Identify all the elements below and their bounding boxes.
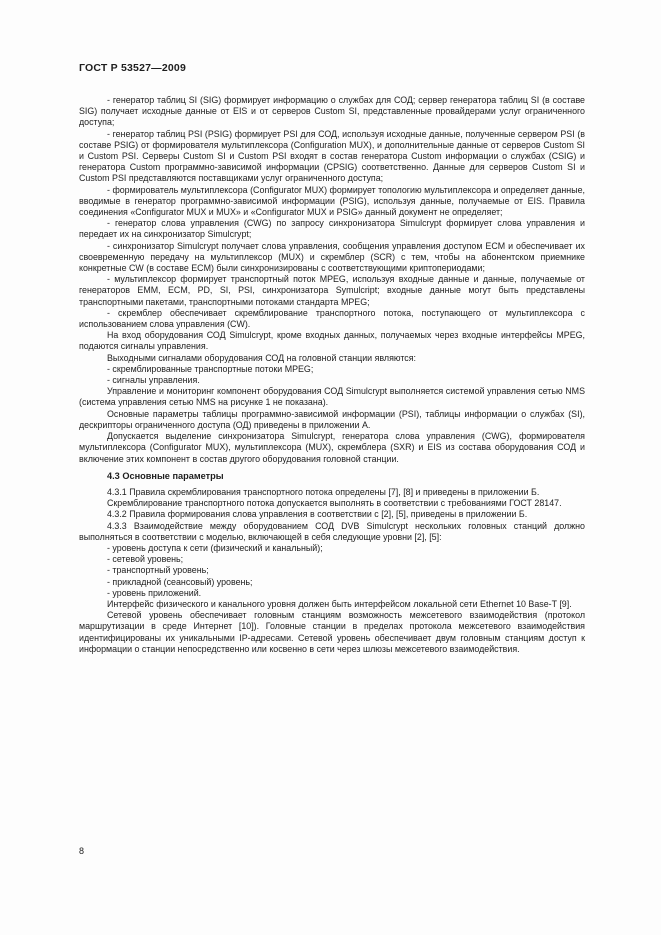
- paragraph: Выходными сигналами оборудования СОД на головной станции являются:: [107, 352, 417, 363]
- paragraph: - генератор таблиц PSI (PSIG) формирует PSI для СОД, используя исходные данные, полученные сервером PSI (в составе PSIG) от формирователя мультиплексора (Configuration MUX), и дополнительные данные от серверов Custom SI и Custom PSI. Серверы Custom SI и Custom PSI входят в состав генератора Custom информации о службах (CSIG) и генератора Custom программно-зависимой информации (CPSIG) соответственно. Данные для серверов Custom SI и Custom PSI представляются поставщиками услуг ограниченного доступа;: [79, 128, 585, 184]
- paragraph: Скремблирование транспортного потока допускается выполнять в соответствии с требованиями ГОСТ 28147.: [107, 498, 562, 509]
- paragraph: - мультиплексор формирует транспортный поток MPEG, используя входные данные и данные, получаемые от генераторов EMM, ECM, PD, SI, PSI, синхронизатора Symulcript; входные данные могут быть представлены транспортными пакетами, транспортными потоками стандарта MPEG;: [79, 274, 585, 307]
- document-header: ГОСТ Р 53527—2009: [79, 62, 187, 74]
- paragraph: Интерфейс физического и канального уровня должен быть интерфейсом локальной сети Ethernet 10 Base-T [9].: [107, 598, 572, 609]
- list-item: - скремблированные транспортные потоки MPEG;: [107, 363, 314, 374]
- list-item: - уровень приложений.: [107, 587, 202, 598]
- paragraph: - генератор таблиц SI (SIG) формирует информацию о службах для СОД; сервер генератора таблиц SI (в составе SIG) получает исходные данные от EIS и от серверов Custom SI, представленные провайдерами услуг ограниченного доступа;: [79, 95, 585, 128]
- list-item: - сигналы управления.: [107, 375, 200, 386]
- paragraph: - формирователь мультиплексора (Configurator MUX) формирует топологию мультиплексора и определяет данные, вводимые в генератор программно-зависимой информации (PSIG), используя данные, получаемые от EIS. Правила соединения «Configurator MUX и MUX» и «Configurator MUX и PSIG» данный документ не определяет;: [79, 184, 585, 218]
- list-item: - прикладной (сеансовый) уровень;: [107, 576, 253, 587]
- list-item: - сетевой уровень;: [107, 554, 184, 565]
- paragraph: 4.3.3 Взаимодействие между оборудованием СОД DVB Simulcrypt нескольких головных станций должно выполняться в соответствии с моделью, включающей в себя следующие уровни [2], [5]:: [79, 520, 585, 542]
- list-item: - транспортный уровень;: [107, 565, 209, 576]
- paragraph: Сетевой уровень обеспечивает головным станциям возможность межсетевого взаимодействия (протокол маршрутизации в среде Интернет [10]). Головные станции в пределах протокола межсетевого взаимодействия идентифицированы их уникальными IP-адресами. Сетевой уровень обеспечивает двум головным станциям доступ к информации о станции непосредственно или косвенно в сети через шлюзы межсетевого взаимодействия.: [79, 610, 585, 654]
- paragraph: - генератор слова управления (CWG) по запросу синхронизатора Simulcrypt формирует слова управления и передает их на синхронизатор Simulcrypt;: [79, 218, 585, 240]
- list-item: - уровень доступа к сети (физический и канальный);: [107, 542, 323, 553]
- paragraph: Допускается выделение синхронизатора Simulcrypt, генератора слова управления (CWG), формирователя мультиплексора (Configurator MUX), мультиплексора (MUX), скремблера (SXR) и EIS из состава оборудования СОД и включение этих компонент в состав другого оборудования головной станции.: [79, 431, 585, 464]
- paragraph: - синхронизатор Simulcrypt получает слова управления, сообщения управления доступом ECM и обеспечивает их своевременную передачу на мультиплексор (MUX) и скремблер (SCR) с тем, чтобы на абонентском приемнике конкретные CW (в составе ECM) были синхронизированы с соответствующими криптопериодами;: [79, 240, 585, 274]
- section-heading: 4.3 Основные параметры: [107, 470, 224, 481]
- paragraph: Основные параметры таблицы программно-зависимой информации (PSI), таблицы информации о службах (SI), дескрипторы ограниченного доступа (ОД) приведены в приложении А.: [79, 408, 585, 430]
- paragraph: - скремблер обеспечивает скремблирование транспортного потока, поступающего от мультиплексора с использованием слова управления (CW).: [79, 307, 585, 330]
- paragraph: На вход оборудования СОД Simulcrypt, кроме входных данных, получаемых через входные интерфейсы MPEG, подаются сигналы управления.: [79, 330, 585, 352]
- paragraph: 4.3.1 Правила скремблирования транспортного потока определены [7], [8] и приведены в приложении Б.: [107, 486, 540, 497]
- document-body: [79, 95, 585, 655]
- page-number: 8: [79, 846, 85, 856]
- paragraph: 4.3.2 Правила формирования слова управления в соответствии с [2], [5], приведены в приложении Б.: [107, 509, 528, 520]
- paragraph: Управление и мониторинг компонент оборудования СОД Simulcrypt выполняется системой управления сетью NMS (система управления сетью NMS на рисунке 1 не показана).: [79, 386, 585, 408]
